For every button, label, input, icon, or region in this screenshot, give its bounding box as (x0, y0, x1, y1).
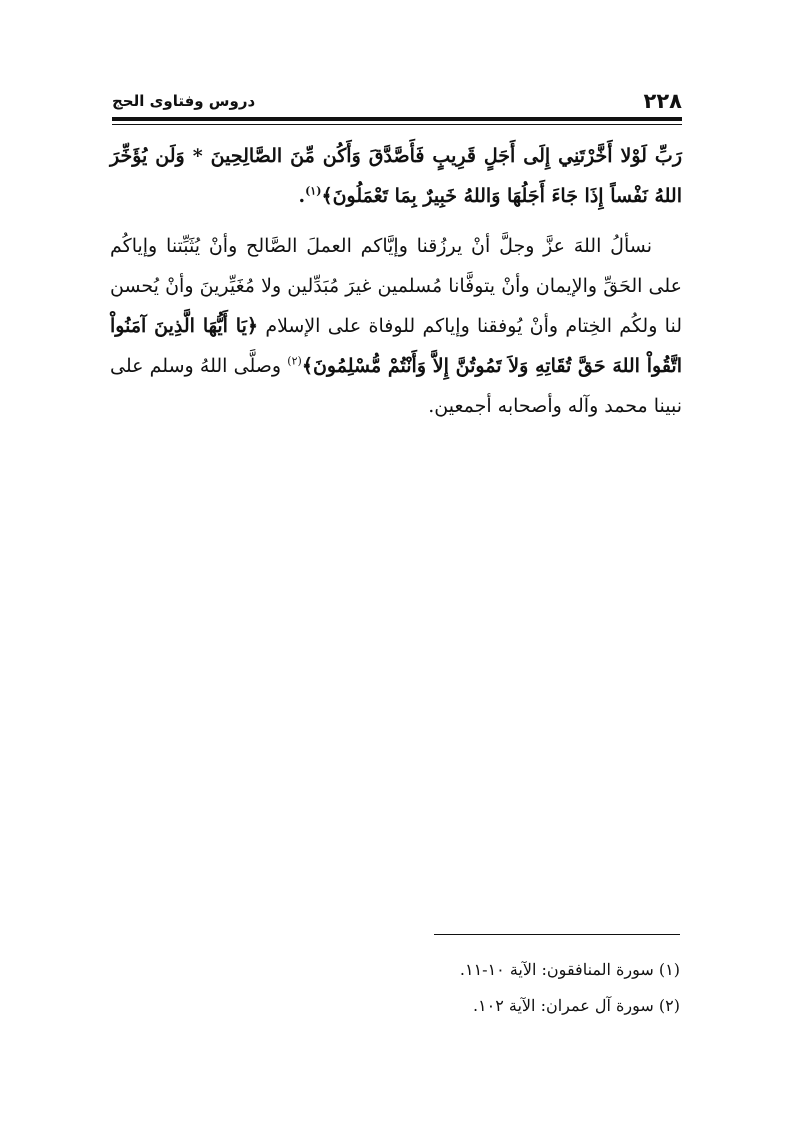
page-number: ٢٢٨ (643, 89, 682, 113)
footnote-2: (٢) سورة آل عمران: الآية ١٠٢. (472, 996, 680, 1015)
supplication-paragraph (110, 226, 682, 426)
footnotes (300, 952, 680, 1024)
footnote-1: (١) سورة المنافقون: الآية ١٠-١١. (459, 960, 680, 979)
main-text (110, 136, 682, 426)
quran-verse-2: ﴿يَا أَيُّهَا الَّذِينَ آمَنُواْ اتَّقُواْ اللهَ حَقَّ تُقَاتِهِ وَلاَ تَمُوتُنَّ إِلاَّ وَأَنْتُمْ مُّسْلِمُونَ﴾ (110, 315, 682, 377)
header-rule-thin (112, 124, 682, 125)
header-rule-thick (112, 117, 682, 121)
closing-text: وصلَّى اللهُ وسلم على نبينا محمد وآله وأصحابه أجمعين. (110, 355, 682, 417)
running-title: دروس وفتاوى الحج (112, 92, 256, 110)
quran-verse-paragraph (110, 136, 682, 216)
footnote-ref-1: (١) (305, 184, 322, 198)
quran-verse: رَبِّ لَوْلا أَخَّرْتَنِي إِلَى أَجَلٍ قَرِيبٍ فَأَصَّدَّقَ وَأَكُن مِّنَ الصَّالِحِينَ * وَلَن يُؤَخِّرَ اللهُ نَفْساً إِذَا جَاءَ أَجَلُهَا وَاللهُ خَبِيرٌ بِمَا تَعْمَلُونَ﴾ (110, 145, 682, 207)
verse-end-period: . (298, 185, 306, 207)
page-header (112, 88, 682, 118)
supplication-text: نسألُ اللهَ عزَّ وجلَّ أنْ يرزُقنا وإيَّاكم العملَ الصَّالح وأنْ يُثَبِّتنا وإياكُم على الحَقِّ والإيمان وأنْ يتوفَّانا مُسلمين غيرَ مُبَدِّلين ولا مُغَيِّرينَ وأنْ يُحسن لنا ولكُم الخِتام وأنْ يُوفقنا وإياكم للوفاة على الإسلام (110, 235, 682, 337)
footnote-separator (434, 934, 680, 935)
footnote-ref-2: (٢) (287, 354, 302, 368)
